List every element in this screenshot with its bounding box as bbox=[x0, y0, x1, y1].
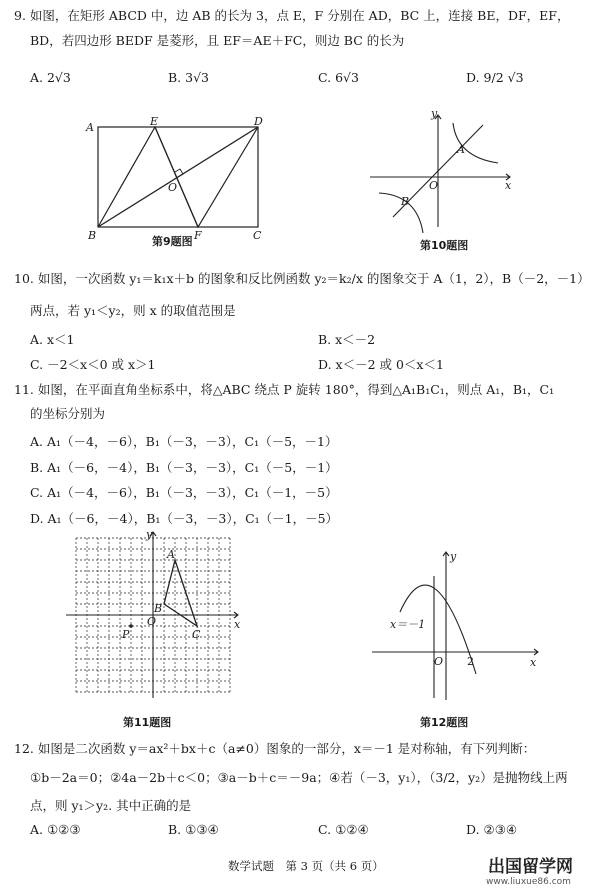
q10-option-c: C. －2＜x＜0 或 x＞1 bbox=[30, 357, 156, 372]
q12-option-c: C. ①②④ bbox=[318, 822, 369, 837]
q11-label-o: O bbox=[147, 615, 157, 628]
q12-label-o: O bbox=[434, 655, 444, 668]
q12-stem-line3: 点，则 y₁＞y₂. 其中正确的是 bbox=[30, 798, 192, 813]
q12-label-two: 2 bbox=[467, 655, 474, 668]
q11-figure-caption: 第11题图 bbox=[123, 716, 172, 729]
watermark-brand: 出国留学网 bbox=[488, 857, 573, 877]
q9-label-e: E bbox=[150, 115, 159, 128]
q10-option-a: A. x＜1 bbox=[30, 332, 75, 347]
q11-stem-line1: 11. 如图，在平面直角坐标系中，将△ABC 绕点 P 旋转 180°，得到△A₁B₁C₁，则点 A₁，B₁，C₁ bbox=[14, 382, 555, 397]
q11-label-p: P bbox=[122, 628, 130, 641]
q9-option-a: A. 2√3 bbox=[30, 70, 71, 85]
q9-option-b: B. 3√3 bbox=[168, 70, 210, 85]
watermark-url: www.liuxue86.com bbox=[486, 877, 571, 887]
q12-option-d: D. ②③④ bbox=[466, 822, 518, 837]
q9-label-a: A bbox=[86, 121, 94, 134]
q11-option-b: B. A₁（－6，－4），B₁（－3，－3），C₁（－5，－1） bbox=[30, 460, 338, 475]
q12-stem-line2: ①b－2a＝0；②4a－2b＋c＜0；③a－b＋c＝－9a；④若（－3，y₁），（3/2，y₂）是抛物线上两 bbox=[30, 770, 568, 785]
q10-label-y: y bbox=[431, 107, 438, 120]
q12-option-b: B. ①③④ bbox=[168, 822, 219, 837]
q10-stem-line1: 10. 如图，一次函数 y₁＝k₁x＋b 的图象和反比例函数 y₂＝k₂/x 的图象交于 A（1，2），B（－2，－1） bbox=[14, 271, 590, 286]
q9-label-f: F bbox=[194, 229, 202, 242]
q10-label-b: B bbox=[401, 195, 410, 208]
q9-label-d: D bbox=[254, 115, 263, 128]
q10-option-b: B. x＜－2 bbox=[318, 332, 376, 347]
q9-figure bbox=[80, 115, 280, 245]
q11-label-x: x bbox=[234, 618, 241, 631]
q11-label-b: B bbox=[154, 602, 163, 615]
q12-label-y: y bbox=[450, 550, 457, 563]
q12-label-x: x bbox=[530, 656, 537, 669]
q11-option-c: C. A₁（－4，－6），B₁（－3，－3），C₁（－1，－5） bbox=[30, 485, 338, 500]
q12-stem-line1: 12. 如图是二次函数 y＝ax²＋bx＋c（a≠0）图象的一部分，x＝－1 是对称轴，有下列判断： bbox=[14, 741, 536, 756]
q11-option-a: A. A₁（－4，－6），B₁（－3，－3），C₁（－5，－1） bbox=[30, 434, 338, 449]
q10-label-x: x bbox=[505, 179, 512, 192]
q10-figure bbox=[365, 105, 525, 235]
q11-stem-line2: 的坐标分别为 bbox=[30, 406, 106, 421]
q12-axis-label: x＝－1 bbox=[390, 618, 426, 631]
q12-figure bbox=[360, 548, 550, 708]
q9-stem-line1: 9. 如图，在矩形 ABCD 中，边 AB 的长为 3，点 E，F 分别在 AD，BC 上，连接 BE，DF，EF， bbox=[14, 8, 570, 23]
q10-stem-line2: 两点，若 y₁＜y₂，则 x 的取值范围是 bbox=[30, 303, 236, 318]
q9-option-c: C. 6√3 bbox=[318, 70, 359, 85]
q10-option-d: D. x＜－2 或 0＜x＜1 bbox=[318, 357, 444, 372]
q11-label-y: y bbox=[146, 528, 153, 541]
q9-label-c: C bbox=[253, 229, 262, 242]
q11-figure bbox=[66, 528, 246, 702]
q12-figure-caption: 第12题图 bbox=[420, 716, 469, 729]
page-footer: 数学试题 第 3 页（共 6 页） bbox=[228, 859, 384, 873]
q9-stem-line2: BD，若四边形 BEDF 是菱形，且 EF＝AE＋FC，则边 BC 的长为 bbox=[30, 33, 405, 48]
q9-label-o: O bbox=[168, 181, 178, 194]
q9-figure-caption: 第9题图 bbox=[152, 235, 193, 248]
q12-option-a: A. ①②③ bbox=[30, 822, 81, 837]
q9-option-d: D. 9/2 √3 bbox=[466, 70, 524, 85]
q10-label-a: A bbox=[457, 143, 465, 156]
q11-label-c: C bbox=[192, 628, 201, 641]
q11-label-a: A bbox=[167, 548, 175, 561]
q9-label-b: B bbox=[88, 229, 97, 242]
q10-label-o: O bbox=[429, 179, 439, 192]
q11-option-d: D. A₁（－6，－4），B₁（－3，－3），C₁（－1，－5） bbox=[30, 511, 339, 526]
q10-figure-caption: 第10题图 bbox=[420, 239, 469, 252]
